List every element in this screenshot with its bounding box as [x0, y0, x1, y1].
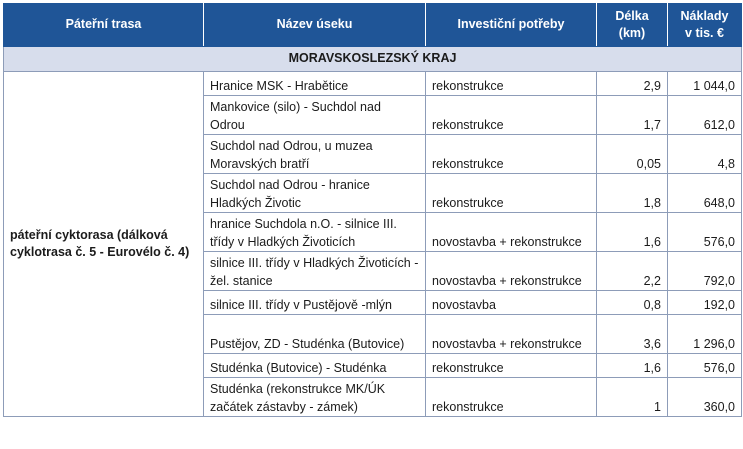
section-name: hranice Suchdola n.O. - silnice III. třídy v Hladkých Životicích — [204, 213, 426, 252]
cost-value: 1 296,0 — [668, 315, 742, 354]
cost-value: 360,0 — [668, 378, 742, 417]
section-name: Pustějov, ZD - Studénka (Butovice) — [204, 315, 426, 354]
length-value: 1,8 — [597, 174, 668, 213]
section-name: Suchdol nad Odrou - hranice Hladkých Životic — [204, 174, 426, 213]
investment-need: rekonstrukce — [426, 354, 597, 378]
region-label: MORAVSKOSLEZSKÝ KRAJ — [4, 47, 742, 72]
cost-value: 576,0 — [668, 213, 742, 252]
investment-need: novostavba — [426, 291, 597, 315]
cost-value: 648,0 — [668, 174, 742, 213]
cost-value: 612,0 — [668, 96, 742, 135]
length-value: 1 — [597, 378, 668, 417]
table-row — [4, 72, 742, 96]
section-name: Studénka (rekonstrukce MK/ÚK začátek zástavby - zámek) — [204, 378, 426, 417]
length-value: 2,2 — [597, 252, 668, 291]
investment-need: rekonstrukce — [426, 378, 597, 417]
investment-need: rekonstrukce — [426, 72, 597, 96]
investment-need: novostavba + rekonstrukce — [426, 252, 597, 291]
header-cost: Náklady v tis. € — [668, 4, 742, 47]
header-row — [4, 4, 742, 47]
section-name: Hranice MSK - Hrabětice — [204, 72, 426, 96]
header-needs: Investiční potřeby — [426, 4, 597, 47]
investment-need: novostavba + rekonstrukce — [426, 315, 597, 354]
section-name: Studénka (Butovice) - Studénka — [204, 354, 426, 378]
length-value: 1,6 — [597, 213, 668, 252]
region-row — [4, 47, 742, 72]
cost-value: 192,0 — [668, 291, 742, 315]
cost-value: 1 044,0 — [668, 72, 742, 96]
header-section: Název úseku — [204, 4, 426, 47]
header-route: Páteřní trasa — [4, 4, 204, 47]
cost-value: 4,8 — [668, 135, 742, 174]
header-length: Délka (km) — [597, 4, 668, 47]
investment-need: novostavba + rekonstrukce — [426, 213, 597, 252]
cost-value: 576,0 — [668, 354, 742, 378]
route-name: páteřní cyktorasa (dálková cyklotrasa č. 5 - Eurovélo č. 4) — [4, 72, 204, 417]
investment-need: rekonstrukce — [426, 96, 597, 135]
section-name: silnice III. třídy v Pustějově -mlýn — [204, 291, 426, 315]
investment-table — [3, 3, 742, 417]
length-value: 1,6 — [597, 354, 668, 378]
investment-need: rekonstrukce — [426, 135, 597, 174]
length-value: 2,9 — [597, 72, 668, 96]
investment-need: rekonstrukce — [426, 174, 597, 213]
cost-value: 792,0 — [668, 252, 742, 291]
section-name: silnice III. třídy v Hladkých Životicích - žel. stanice — [204, 252, 426, 291]
length-value: 3,6 — [597, 315, 668, 354]
section-name: Mankovice (silo) - Suchdol nad Odrou — [204, 96, 426, 135]
length-value: 0,05 — [597, 135, 668, 174]
length-value: 1,7 — [597, 96, 668, 135]
section-name: Suchdol nad Odrou, u muzea Moravských bratří — [204, 135, 426, 174]
length-value: 0,8 — [597, 291, 668, 315]
